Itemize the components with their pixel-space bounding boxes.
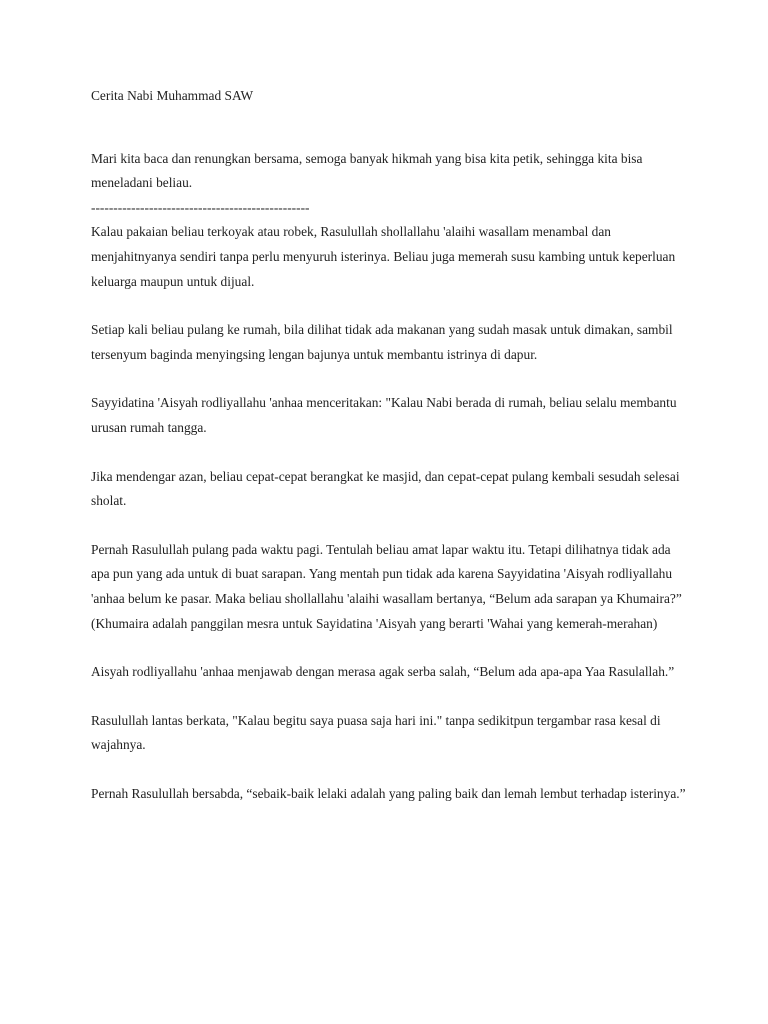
- intro-paragraph: Mari kita baca dan renungkan bersama, semoga banyak hikmah yang bisa kita petik, sehingga kita bisa meneladani beliau.: [91, 150, 643, 191]
- paragraph: Rasulullah lantas berkata, "Kalau begitu saya puasa saja hari ini." tanpa sedikitpun tergambar rasa kesal di wajahnya.: [91, 712, 661, 753]
- paragraph: Sayyidatina 'Aisyah rodliyallahu 'anhaa menceritakan: "Kalau Nabi berada di rumah, beliau selalu membantu urusan rumah tangga.: [91, 395, 677, 435]
- paragraph: Setiap kali beliau pulang ke rumah, bila dilihat tidak ada makanan yang sudah masak untuk dimakan, sambil tersenyum baginda menyingsing lengan bajunya untuk membantu istrinya di dapur.: [91, 322, 673, 362]
- paragraph: Pernah Rasulullah pulang pada waktu pagi. Tentulah beliau amat lapar waktu itu. Tetapi dilihatnya tidak ada apa pun yang ada untuk di buat sarapan. Yang mentah pun tidak ada karena Sayyidatina 'Aisyah rodliyallahu 'anhaa belum ke pasar. Maka beliau shollallahu 'alaihi wasallam bertanya, “Belum ada sarapan ya Khumaira?” (Khumaira adalah panggilan mesra untuk Sayidatina 'Aisyah yang berarti 'Wahai yang kemerah-merahan): [91, 541, 682, 631]
- document-body: [91, 84, 691, 830]
- paragraph: Aisyah rodliyallahu 'anhaa menjawab dengan merasa agak serba salah, “Belum ada apa-apa Yaa Rasulallah.”: [91, 664, 675, 680]
- paragraph: Pernah Rasulullah bersabda, “sebaik-baik lelaki adalah yang paling baik dan lemah lembut terhadap isterinya.”: [91, 785, 686, 801]
- paragraph: Kalau pakaian beliau terkoyak atau robek, Rasulullah shollallahu 'alaihi wasallam menambal dan menjahitnyanya sendiri tanpa perlu menyuruh isterinya. Beliau juga memerah susu kambing untuk keperluan keluarga maupun untuk dijual.: [91, 224, 676, 289]
- divider-line: -------------------------------------------------: [91, 199, 310, 215]
- paragraph: Jika mendengar azan, beliau cepat-cepat berangkat ke masjid, dan cepat-cepat pulang kembali sesudah selesai sholat.: [91, 468, 680, 509]
- document-title: Cerita Nabi Muhammad SAW: [91, 88, 254, 103]
